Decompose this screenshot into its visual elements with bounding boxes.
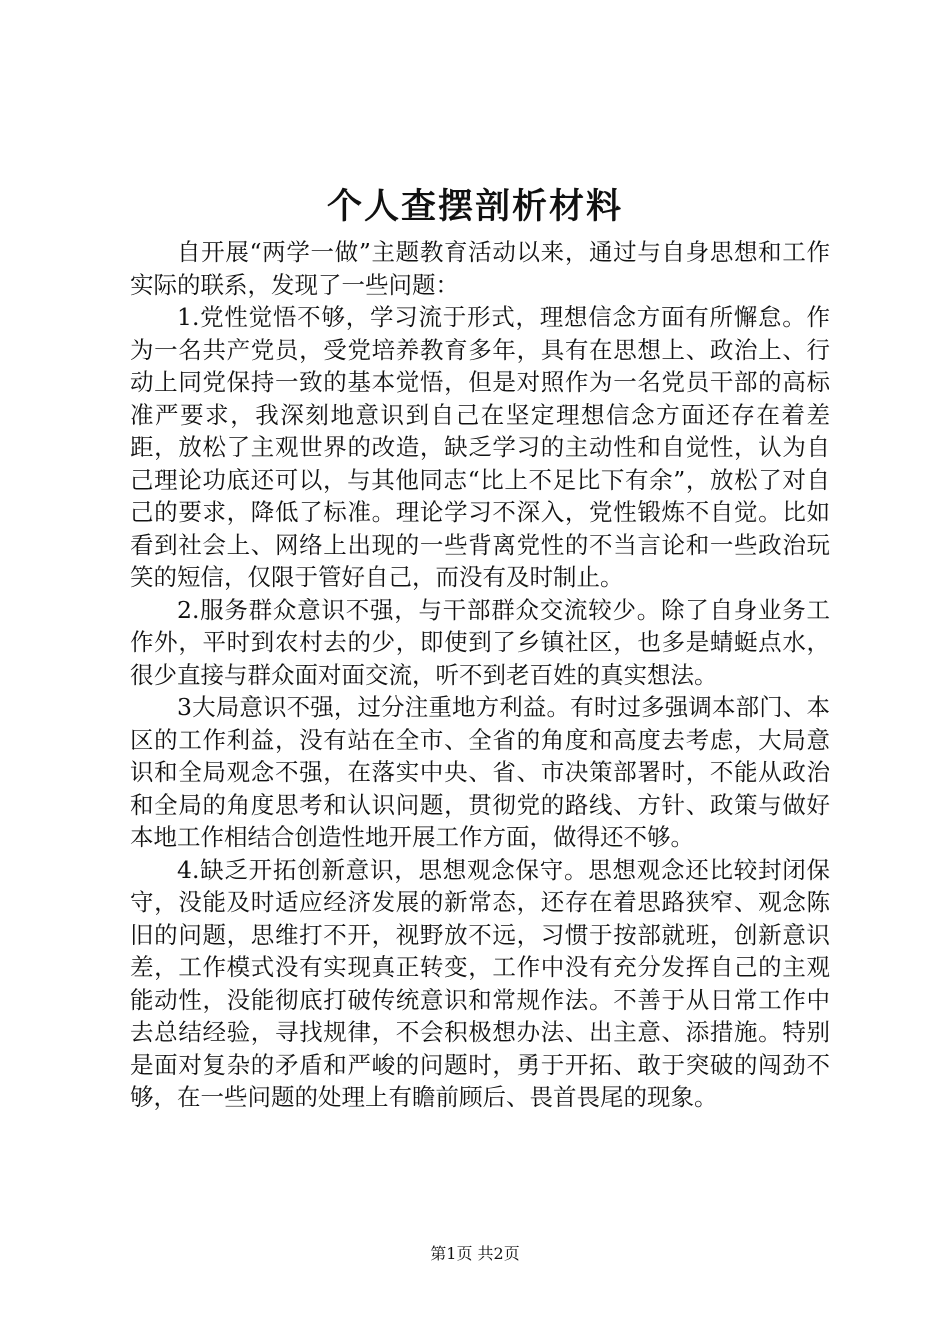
- issue-paragraph-2: 2.服务群众意识不强，与干部群众交流较少。除了自身业务工作外，平时到农村去的少，即使到了乡镇社区，也多是蜻蜓点水，很少直接与群众面对面交流，听不到老百姓的真实想法。: [130, 595, 830, 689]
- issue-paragraph-3: 3大局意识不强，过分注重地方利益。有时过多强调本部门、本区的工作利益，没有站在全市、全省的角度和高度去考虑，大局意识和全局观念不强，在落实中央、省、市决策部署时，不能从政治和全局的角度思考和认识问题，贯彻党的路线、方针、政策与做好本地工作相结合创造性地开展工作方面，做得还不够。: [130, 693, 830, 851]
- issue-paragraph-1: 1.党性觉悟不够，学习流于形式，理想信念方面有所懈怠。作为一名共产党员，受党培养教育多年，具有在思想上、政治上、行动上同党保持一致的基本觉悟，但是对照作为一名党员干部的高标准严要求，我深刻地意识到自己在坚定理想信念方面还存在着差距，放松了主观世界的改造，缺乏学习的主动性和自觉性，认为自己理论功底还可以，与其他同志“比上不足比下有余”，放松了对自己的要求，降低了标准。理论学习不深入，党性锻炼不自觉。比如看到社会上、网络上出现的一些背离党性的不当言论和一些政治玩笑的短信，仅限于管好自己，而没有及时制止。: [130, 303, 830, 591]
- document-body: [130, 236, 830, 1114]
- issue-paragraph-4: 4.缺乏开拓创新意识，思想观念保守。思想观念还比较封闭保守，没能及时适应经济发展的新常态，还存在着思路狭窄、观念陈旧的问题，思维打不开，视野放不远，习惯于按部就班，创新意识差，工作模式没有实现真正转变，工作中没有充分发挥自己的主观能动性，没能彻底打破传统意识和常规作法。不善于从日常工作中去总结经验，寻找规律，不会积极想办法、出主意、添措施。特别是面对复杂的矛盾和严峻的问题时，勇于开拓、敢于突破的闯劲不够，在一些问题的处理上有瞻前顾后、畏首畏尾的现象。: [130, 855, 830, 1111]
- document-title: 个人查摆剖析材料: [326, 186, 623, 227]
- intro-paragraph: 自开展“两学一做”主题教育活动以来，通过与自身思想和工作实际的联系，发现了一些问题：: [130, 238, 830, 299]
- page-number-footer: 第1页 共2页: [430, 1244, 520, 1263]
